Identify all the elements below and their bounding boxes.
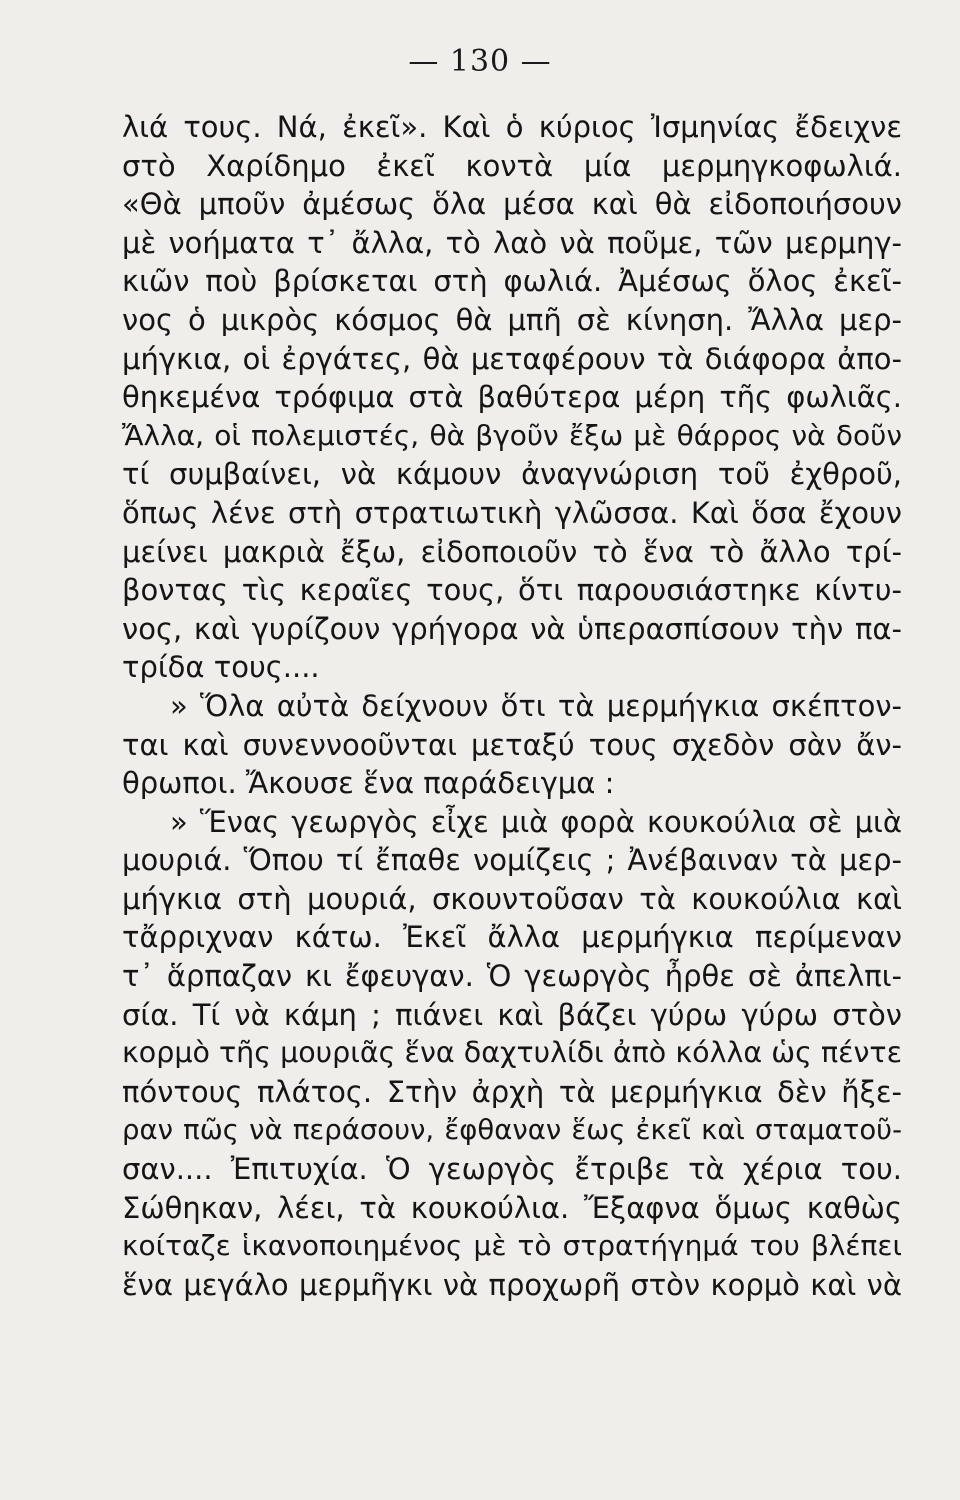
text-line: τρίδα τους.... xyxy=(122,650,320,685)
text-line: θηκεμένα τρόφιμα στὰ βαθύτερα μέρη τῆς φωλιᾶς. xyxy=(122,380,902,415)
text-line: κορμὸ τῆς μουριᾶς ἕνα δαχτυλίδι ἀπὸ κόλλα ὡς πέντε xyxy=(122,1036,902,1070)
text-line: σία. Τί νὰ κάμη ; πιάνει καὶ βάζει γύρω γύρω στὸν xyxy=(122,997,902,1032)
text-line: τἄρριχναν κάτω. Ἐκεῖ ἄλλα μερμήγκια περίμεναν xyxy=(122,920,902,955)
text-line: μήγκια στὴ μουριά, σκουντοῦσαν τὰ κουκούλια καὶ xyxy=(122,881,902,916)
text-line: κιῶν ποὺ βρίσκεται στὴ φωλιά. Ἀμέσως ὅλος ἐκεῖ- xyxy=(122,264,902,299)
text-line: σαν.... Ἐπιτυχία. Ὁ γεωργὸς ἔτριβε τὰ χέρια του. xyxy=(122,1152,902,1187)
text-line: μὲ νοήματα τ᾽ ἄλλα, τὸ λαὸ νὰ ποῦμε, τῶν μερμηγ- xyxy=(122,225,902,260)
text-line: στὸ Χαρίδημο ἐκεῖ κοντὰ μία μερμηγκοφωλιά. xyxy=(122,148,902,183)
text-line: » Ὅλα αὐτὰ δείχνουν ὅτι τὰ μερμήγκια σκέπτον- xyxy=(170,688,902,723)
text-line: ραν πῶς νὰ περάσουν, ἔφθαναν ἕως ἐκεῖ καὶ σταματοῦ- xyxy=(122,1114,902,1147)
text-line: Ἄλλα, οἱ πολεμιστές, θὰ βγοῦν ἔξω μὲ θάρρος νὰ δοῦν xyxy=(122,418,902,452)
text-line: Σώθηκαν, λέει, τὰ κουκούλια. Ἔξαφνα ὅμως καθὼς xyxy=(122,1190,902,1225)
text-line: νος ὁ μικρὸς κόσμος θὰ μπῆ σὲ κίνηση. Ἄλλα μερ- xyxy=(122,302,902,337)
text-line: ται καὶ συνεννοοῦνται μεταξύ τους σχεδὸν σὰν ἄν- xyxy=(122,727,902,762)
text-line: κοίταζε ἱκανοποιημένος μὲ τὸ στρατήγημά του βλέπει xyxy=(122,1229,902,1263)
text-line: τί συμβαίνει, νὰ κάμουν ἀναγνώριση τοῦ ἐχθροῦ, xyxy=(122,457,902,492)
text-line: τ᾽ ἅρπαζαν κι ἔφευγαν. Ὁ γεωργὸς ἦρθε σὲ ἀπελπι- xyxy=(122,959,902,994)
text-line: ἕνα μεγάλο μερμῆγκι νὰ προχωρῆ στὸν κορμὸ καὶ νὰ xyxy=(122,1267,902,1302)
text-line: ὅπως λένε στὴ στρατιωτικὴ γλῶσσα. Καὶ ὅσα ἔχουν xyxy=(122,495,902,530)
text-line: μουριά. Ὅπου τί ἔπαθε νομίζεις ; Ἀνέβαιναν τὰ μερ- xyxy=(122,843,902,878)
text-line: λιά τους. Νά, ἐκεῖ». Καὶ ὁ κύριος Ἰσμηνίας ἔδειχνε xyxy=(122,110,902,144)
text-line: » Ἕνας γεωργὸς εἶχε μιὰ φορὰ κουκούλια σὲ μιὰ xyxy=(170,804,902,839)
text-line: «Θὰ μποῦν ἀμέσως ὅλα μέσα καὶ θὰ εἰδοποιήσουν xyxy=(122,187,902,222)
text-line: πόντους πλάτος. Στὴν ἀρχὴ τὰ μερμήγκια δὲν ἤξε- xyxy=(122,1074,902,1109)
text-line: μείνει μακριὰ ἔξω, εἰδοποιοῦν τὸ ἕνα τὸ ἄλλο τρί- xyxy=(122,534,902,569)
body-text xyxy=(122,108,902,1304)
text-line: θρωποι. Ἄκουσε ἕνα παράδειγμα : xyxy=(122,766,615,801)
text-line: μήγκια, οἱ ἐργάτες, θὰ μεταφέρουν τὰ διάφορα ἀπο- xyxy=(122,341,902,376)
text-line: βοντας τὶς κεραῖες τους, ὅτι παρουσιάστηκε κίντυ- xyxy=(122,573,902,608)
page-number: — 130 — xyxy=(408,44,552,79)
text-line: νος, καὶ γυρίζουν γρήγορα νὰ ὑπερασπίσουν τὴν πα- xyxy=(122,611,902,646)
